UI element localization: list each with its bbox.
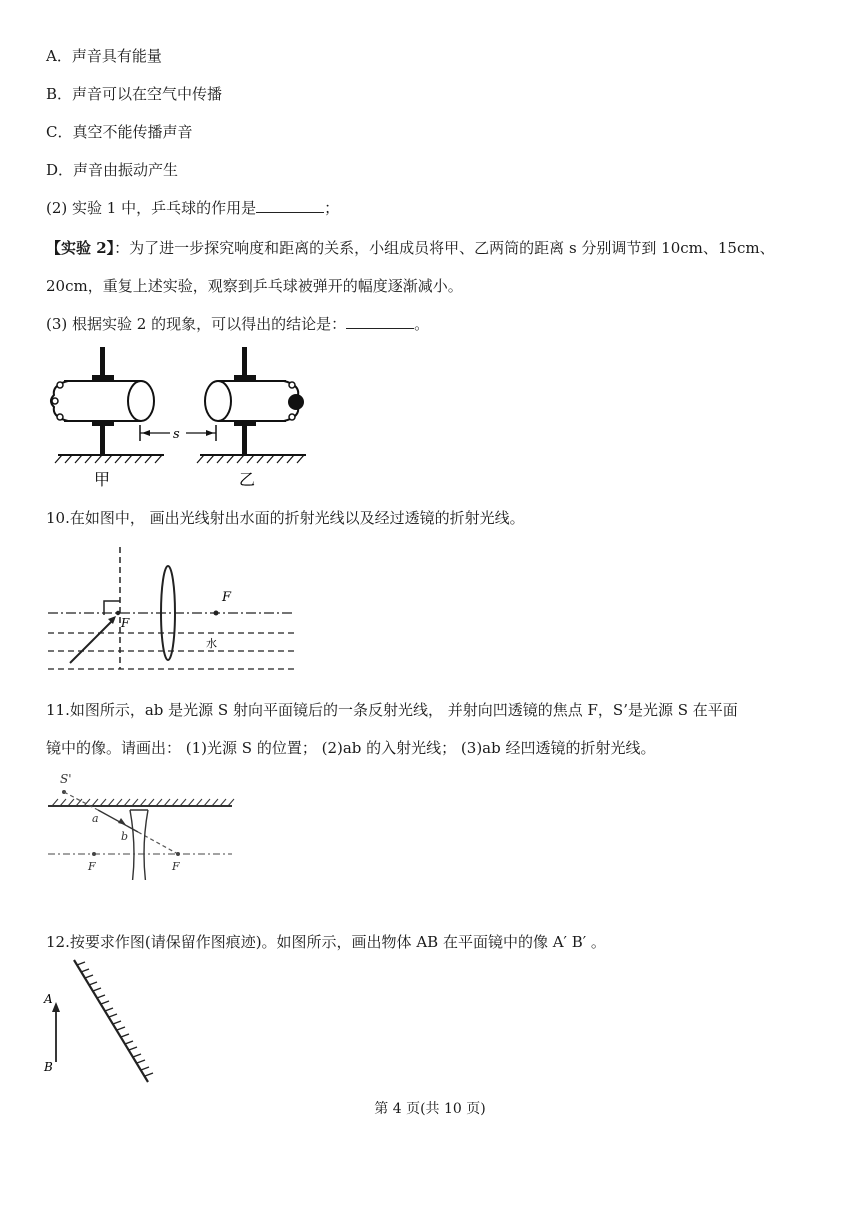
focus-label-2: F [172, 860, 180, 873]
water-label: 水 [206, 637, 217, 650]
experiment-2-line-1 [46, 238, 775, 258]
point-label-b: B [44, 1060, 53, 1074]
option-c: C．真空不能传播声音 [46, 123, 193, 141]
drum-figure [46, 345, 326, 495]
plane-mirror [74, 960, 148, 1082]
answer-blank [346, 314, 414, 329]
question-2-text: (2) 实验 1 中，乒乓球的作用是 [46, 199, 257, 217]
ray-label-a: a [92, 812, 99, 825]
question-10: 10.在如图中， 画出光线射出水面的折射光线以及经过透镜的折射光线。 [46, 509, 525, 527]
concave-lens-figure [46, 770, 236, 880]
experiment-2-heading: 【实验 2】 [46, 239, 115, 257]
distance-label: s [173, 427, 180, 442]
option-b: B．声音可以在空气中传播 [46, 85, 223, 103]
page-footer: 第 4 页(共 10 页) [374, 1101, 486, 1117]
experiment-2-text: ：为了进一步探究响度和距离的关系，小组成员将甲、乙两筒的距离 s 分别调节到 10cm、15cm、 [114, 239, 775, 257]
point-label-a: A [44, 992, 53, 1006]
experiment-2-line-2: 20cm，重复上述实验，观察到乒乓球被弹开的幅度逐渐减小。 [46, 277, 463, 295]
focus-label-right: F [222, 590, 232, 605]
lens-figure [46, 545, 296, 675]
question-2-end: ； [324, 199, 340, 217]
question-11-line-2: 镜中的像。请画出： (1)光源 S 的位置； (2)ab 的入射光线； (3)ab 经凹透镜的折射光线。 [46, 739, 656, 757]
option-a: A．声音具有能量 [46, 47, 162, 65]
concave-lens [130, 810, 148, 880]
question-3 [46, 314, 429, 334]
question-3-end: 。 [414, 315, 430, 333]
answer-blank [256, 198, 324, 213]
question-11-line-1: 11.如图所示，ab 是光源 S 射向平面镜后的一条反射光线， 并射向凹透镜的焦点 F，S’是光源 S 在平面 [46, 701, 738, 719]
ray-label-b: b [121, 830, 129, 843]
drum-label-yi: 乙 [239, 470, 256, 489]
question-12: 12.按要求作图(请保留作图痕迹)。如图所示，画出物体 AB 在平面镜中的像 A′ B′ 。 [46, 933, 606, 951]
question-3-text: (3) 根据实验 2 的现象，可以得出的结论是： [46, 315, 347, 333]
question-2 [46, 198, 339, 218]
drum-label-jia: 甲 [94, 470, 111, 489]
image-point-label: S' [60, 772, 72, 786]
option-d: D．声音由振动产生 [46, 161, 179, 179]
ping-pong-ball [288, 394, 304, 410]
focus-label-left: F [121, 616, 130, 630]
focus-label-1: F [88, 860, 96, 873]
plane-mirror-figure [40, 958, 160, 1088]
